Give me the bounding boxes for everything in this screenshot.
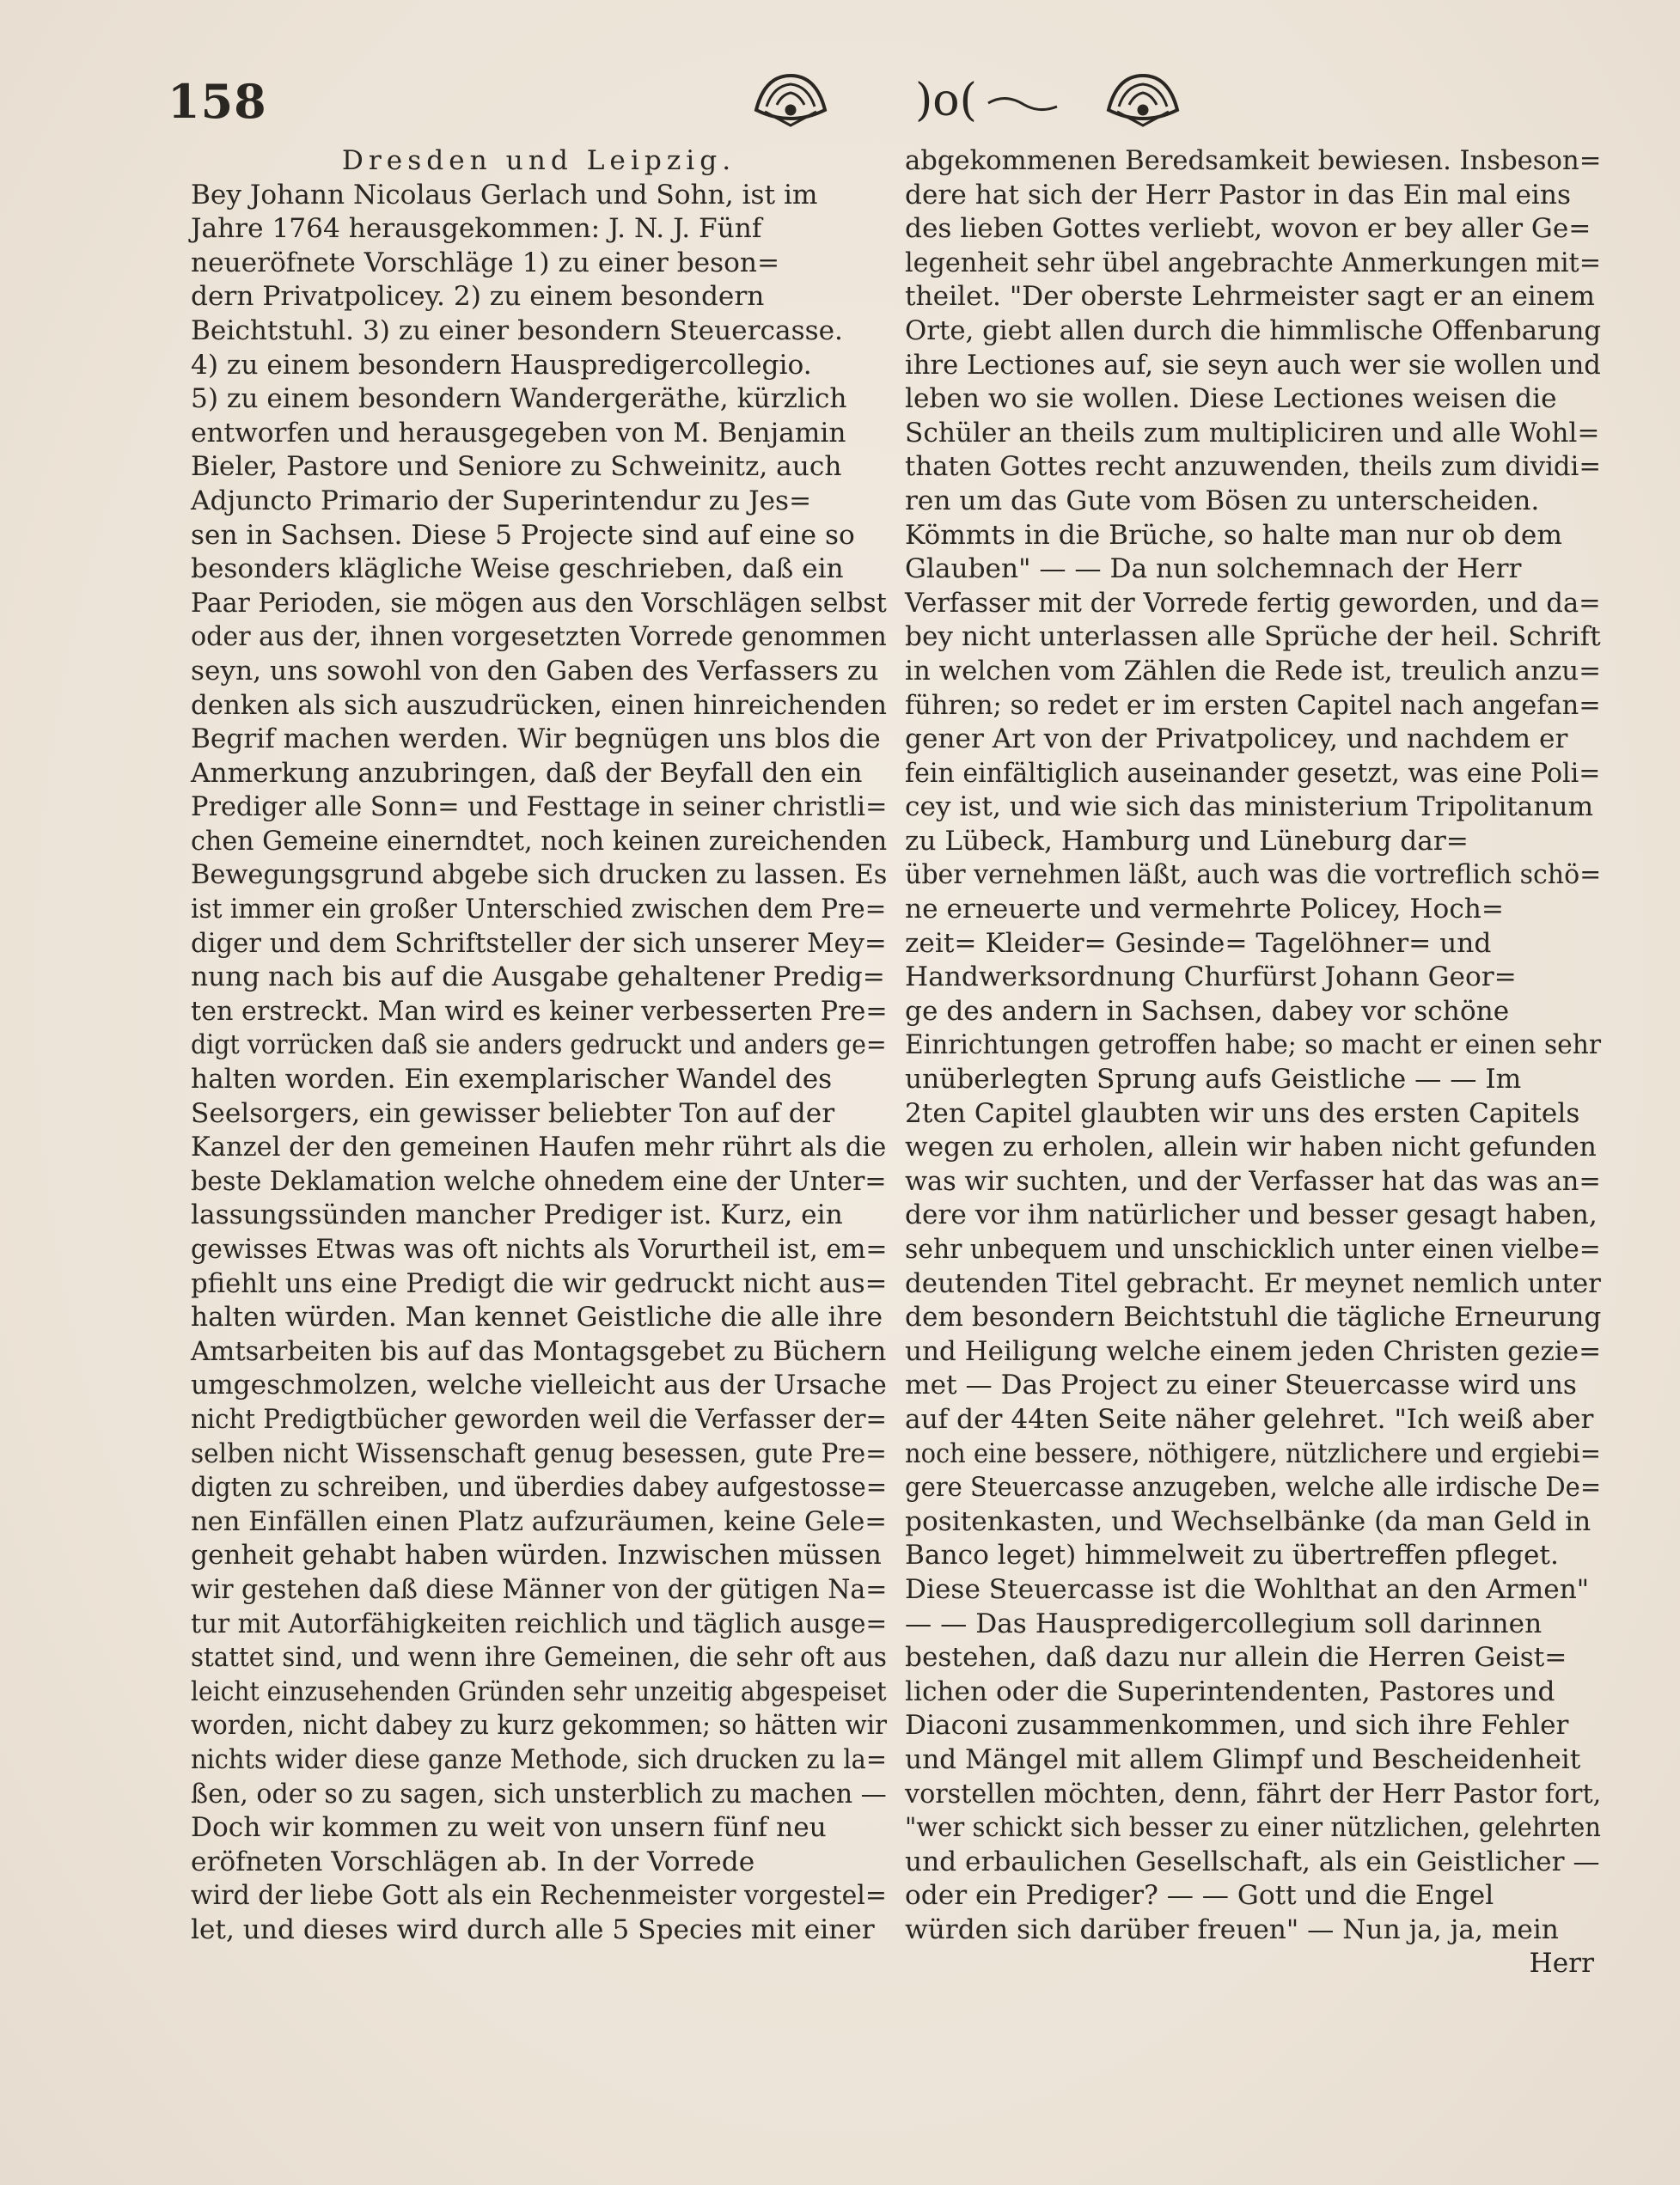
text-line: abgekommenen Beredsamkeit bewiesen. Insbeson= [905, 145, 1602, 176]
text-line: Handwerksordnung Churfürst Johann Geor= [905, 961, 1517, 993]
text-line: nicht Predigtbücher geworden weil die Verfasser der= [191, 1403, 887, 1435]
text-line: genheit gehabt haben würden. Inzwischen müssen [191, 1540, 882, 1572]
text-line: Orte, giebt allen durch die himmlische Offenbarung [905, 314, 1602, 346]
text-line: auf der 44ten Seite näher gelehret. "Ich weiß aber [905, 1403, 1594, 1435]
text-line: digten zu schreiben, und überdies dabey aufgestosse= [191, 1472, 888, 1504]
text-line: gener Art von der Privatpolicey, und nachdem er [905, 723, 1568, 755]
text-line: und erbaulichen Gesellschaft, als ein Geistlicher — [905, 1846, 1600, 1877]
text-line: noch eine bessere, nöthigere, nützlichere und ergiebi= [905, 1437, 1601, 1469]
text-line: gewisses Etwas was oft nichts als Vorurtheil ist, em= [191, 1234, 888, 1265]
text-line: Doch wir kommen zu weit von unsern fünf neu [191, 1812, 827, 1844]
text-line: nung nach bis auf die Ausgabe gehaltener Predig= [191, 961, 885, 993]
text-line: lassungssünden mancher Prediger ist. Kurz, ein [191, 1199, 843, 1231]
text-line: ne erneuerte und vermehrte Policey, Hoch= [905, 894, 1505, 925]
text-line: Einrichtungen getroffen habe; so macht er einen sehr [905, 1029, 1601, 1061]
text-line: let, und dieses wird durch alle 5 Species mit einer [191, 1913, 875, 1945]
text-line: positenkasten, und Wechselbänke (da man Geld in [905, 1505, 1591, 1537]
text-line: deutenden Titel gebracht. Er meynet nemlich unter [905, 1267, 1601, 1299]
text-line: oder ein Prediger? — — Gott und die Engel [905, 1880, 1494, 1912]
text-line: dem besondern Beichtstuhl die tägliche Erneurung [905, 1302, 1602, 1334]
text-line: und Heiligung welche einem jeden Christen gezie= [905, 1335, 1602, 1367]
text-line: vorstellen möchten, denn, fährt der Herr Pastor fort, [905, 1778, 1602, 1810]
text-line: Glauben" — — Da nun solchemnach der Herr [905, 553, 1522, 585]
text-line: 5) zu einem besondern Wandergeräthe, kürzlich [191, 383, 847, 415]
text-line: dere hat sich der Herr Pastor in das Ein mal eins [905, 179, 1571, 211]
text-line: Paar Perioden, sie mögen aus den Vorschlägen selbst [191, 587, 887, 619]
text-line: "wer schickt sich besser zu einer nützlichen, gelehrten [905, 1812, 1601, 1844]
fleuron-icon [705, 67, 1237, 136]
text-line: legenheit sehr übel angebrachte Anmerkungen mit= [905, 247, 1602, 278]
text-line: tur mit Autorfähigkeiten reichlich und täglich ausge= [191, 1608, 888, 1639]
text-line: beste Deklamation welche ohnedem eine der Unter= [191, 1165, 887, 1197]
text-line: diger und dem Schriftsteller der sich unserer Mey= [191, 927, 887, 959]
text-line: halten würden. Man kennet Geistliche die alle ihre [191, 1302, 883, 1334]
text-line: bey nicht unterlassen alle Sprüche der heil. Schrift [905, 621, 1601, 653]
text-line: lichen oder die Superintendenten, Pastores und [905, 1675, 1555, 1707]
text-line: ren um das Gute vom Bösen zu unterscheiden. [905, 485, 1540, 516]
left-column [191, 144, 887, 1947]
text-line: was wir suchten, und der Verfasser hat das was an= [905, 1165, 1601, 1197]
text-line: thaten Gottes recht anzuwenden, theils zum dividi= [905, 451, 1602, 483]
text-line: chen Gemeine einerndtet, noch keinen zureichenden [191, 825, 888, 857]
text-line: cey ist, und wie sich das ministerium Tripolitanum [905, 791, 1594, 823]
text-line: gere Steuercasse anzugeben, welche alle irdische De= [905, 1472, 1602, 1504]
text-line: wir gestehen daß diese Männer von der gütigen Na= [191, 1573, 888, 1605]
page-header [168, 67, 1585, 136]
text-line: halten worden. Ein exemplarischer Wandel des [191, 1064, 833, 1096]
text-line: nen Einfällen einen Platz aufzuräumen, keine Gele= [191, 1505, 887, 1537]
text-line: Verfasser mit der Vorrede fertig geworden, und da= [905, 587, 1601, 619]
text-line: sen in Sachsen. Diese 5 Projecte sind auf eine so [191, 519, 855, 551]
text-line: Diese Steuercasse ist die Wohlthat an den Armen" [905, 1573, 1590, 1605]
right-column [905, 144, 1601, 1981]
text-line: Amtsarbeiten bis auf das Montagsgebet zu Büchern [191, 1335, 887, 1367]
header-ornament [705, 67, 1237, 136]
text-line: zu Lübeck, Hamburg und Lüneburg dar= [905, 825, 1469, 857]
text-line: 4) zu einem besondern Hauspredigercollegio. [191, 349, 812, 381]
text-line: leicht einzusehenden Gründen sehr unzeitig abgespeiset [191, 1675, 887, 1707]
text-line: neueröfnete Vorschläge 1) zu einer beson= [191, 247, 780, 278]
text-line: in welchen vom Zählen die Rede ist, treulich anzu= [905, 655, 1602, 687]
text-line: worden, nicht dabey zu kurz gekommen; so hätten wir [191, 1710, 888, 1742]
text-line: wird der liebe Gott als ein Rechenmeister vorgestel= [191, 1880, 887, 1912]
text-line: Beichtstuhl. 3) zu einer besondern Steuercasse. [191, 314, 843, 346]
text-line: entworfen und herausgegeben von M. Benjamin [191, 417, 846, 449]
text-line: umgeschmolzen, welche vielleicht aus der Ursache [191, 1370, 887, 1401]
text-line: besonders klägliche Weise geschrieben, daß ein [191, 553, 844, 585]
text-line: ihre Lectiones auf, sie seyn auch wer sie wollen und [905, 349, 1601, 381]
text-line: theilet. "Der oberste Lehrmeister sagt er an einem [905, 281, 1595, 313]
text-line: fein einfältiglich auseinander gesetzt, was eine Poli= [905, 757, 1601, 789]
page-number: 158 [168, 74, 267, 129]
text-line: nichts wider diese ganze Methode, sich drucken zu la= [191, 1743, 887, 1775]
text-line: Adjuncto Primario der Superintendur zu Jes= [191, 485, 812, 516]
text-line: Banco leget) himmelweit zu übertreffen pfleget. [905, 1540, 1559, 1572]
text-line: über vernehmen läßt, auch was die vortreflich schö= [905, 859, 1602, 891]
text-line: Prediger alle Sonn= und Festtage in seiner christli= [191, 791, 888, 823]
text-line: pfiehlt uns eine Predigt die wir gedruckt nicht aus= [191, 1267, 888, 1299]
text-line: oder aus der, ihnen vorgesetzten Vorrede genommen [191, 621, 887, 653]
text-line: Kanzel der den gemeinen Haufen mehr rührt als die [191, 1132, 887, 1163]
text-line: ge des andern in Sachsen, dabey vor schöne [905, 995, 1510, 1027]
text-line: — — Das Hauspredigercollegium soll darinnen [905, 1608, 1543, 1639]
text-line: Schüler an theils zum multipliciren und alle Wohl= [905, 417, 1600, 449]
text-line: Jahre 1764 herausgekommen: J. N. J. Fünf [191, 213, 762, 245]
catchword: Herr [1529, 1948, 1594, 1980]
text-line: selben nicht Wissenschaft genug besessen, gute Pre= [191, 1437, 887, 1469]
text-line: des lieben Gottes verliebt, wovon er bey aller Ge= [905, 213, 1591, 245]
text-line: und Mängel mit allem Glimpf und Bescheidenheit [905, 1743, 1581, 1775]
text-line: eröfneten Vorschlägen ab. In der Vorrede [191, 1846, 755, 1877]
text-line: denken als sich auszudrücken, einen hinreichenden [191, 689, 887, 721]
text-line: leben wo sie wollen. Diese Lectiones weisen die [905, 383, 1557, 415]
text-line: bestehen, daß dazu nur allein die Herren Geist= [905, 1642, 1567, 1674]
text-line: digt vorrücken daß sie anders gedruckt und anders ge= [191, 1029, 887, 1061]
text-line: sehr unbequem und unschicklich unter einen vielbe= [905, 1234, 1601, 1265]
text-line: wegen zu erholen, allein wir haben nicht gefunden [905, 1132, 1597, 1163]
section-heading: Dresden und Leipzig. [341, 145, 736, 176]
text-line: seyn, uns sowohl von den Gaben des Verfassers zu [191, 655, 879, 687]
text-line: Kömmts in die Brüche, so halte man nur ob dem [905, 519, 1562, 551]
text-line: Anmerkung anzubringen, daß der Beyfall den ein [191, 757, 863, 789]
text-line: ist immer ein großer Unterschied zwischen dem Pre= [191, 894, 887, 925]
text-line: Begrif machen werden. Wir begnügen uns blos die [191, 723, 881, 755]
text-line: dern Privatpolicey. 2) zu einem besondern [191, 281, 765, 313]
text-line: unüberlegten Sprung aufs Geistliche — — Im [905, 1064, 1522, 1096]
text-line: würden sich darüber freuen" — Nun ja, ja, mein [905, 1913, 1559, 1945]
text-line: dere vor ihm natürlicher und besser gesagt haben, [905, 1199, 1598, 1231]
text-line: Bieler, Pastore und Seniore zu Schweinitz, auch [191, 451, 842, 483]
text-line: Bewegungsgrund abgebe sich drucken zu lassen. Es [191, 859, 888, 891]
svg-text:)o(: )o( [915, 75, 977, 126]
text-line: zeit= Kleider= Gesinde= Tagelöhner= und [905, 927, 1492, 959]
text-line: Bey Johann Nicolaus Gerlach und Sohn, ist im [191, 179, 818, 211]
text-line: ten erstreckt. Man wird es keiner verbesserten Pre= [191, 995, 888, 1027]
text-line: Seelsorgers, ein gewisser beliebter Ton auf der [191, 1097, 835, 1129]
text-line: 2ten Capitel glaubten wir uns des ersten Capitels [905, 1097, 1580, 1129]
text-line: ßen, oder so zu sagen, sich unsterblich zu machen — [191, 1778, 887, 1810]
text-line: führen; so redet er im ersten Capitel nach angefan= [905, 689, 1601, 721]
text-line: Diaconi zusammenkommen, und sich ihre Fehler [905, 1710, 1569, 1742]
text-line: stattet sind, und wenn ihre Gemeinen, die sehr oft aus [191, 1642, 887, 1674]
text-line: met — Das Project zu einer Steuercasse wird uns [905, 1370, 1577, 1401]
